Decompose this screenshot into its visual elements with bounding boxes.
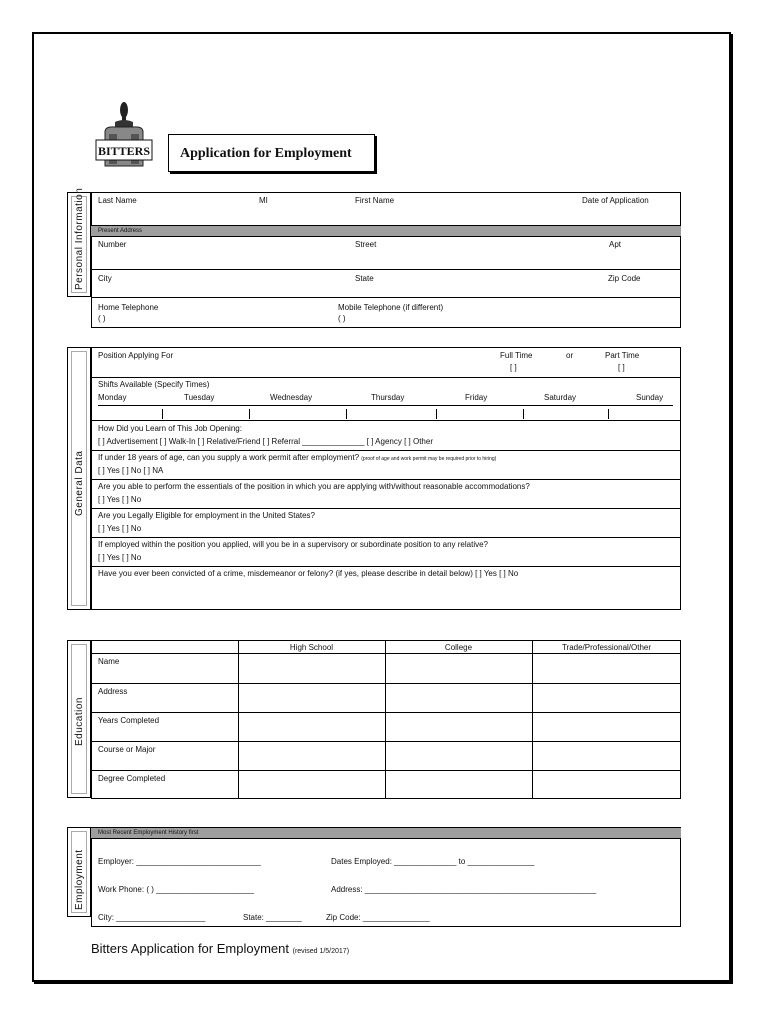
edu-col-3 [532,640,533,799]
general-side-label: General Data [74,450,85,516]
shift-tick-5 [523,409,524,419]
zip-label: Zip Code [608,274,641,283]
employer-state-field[interactable]: State: ________ [243,913,302,922]
personal-divider-2 [91,297,681,298]
under18-text: If under 18 years of age, can you supply a work permit after employment? [98,453,360,462]
personal-side-label: Personal Information [74,187,85,290]
full-time-label: Full Time [500,351,533,360]
footer [91,941,349,956]
general-side-tab [67,347,91,610]
last-name-label: Last Name [98,196,137,205]
title-box [168,134,375,172]
edu-row-years: Years Completed [98,716,160,725]
shift-tick-3 [346,409,347,419]
how-learn-label: How Did you Learn of This Job Opening: [98,424,242,433]
employment-side-tab [67,827,91,917]
personal-divider-1 [91,269,681,270]
education-side-label: Education [74,697,85,746]
day-friday: Friday [465,393,488,402]
day-monday: Monday [98,393,127,402]
edu-col-2 [385,640,386,799]
shift-tick-2 [249,409,250,419]
edu-header-line [91,653,681,654]
part-time-checkbox[interactable]: [ ] [618,363,625,372]
shift-tick-6 [608,409,609,419]
logo-text: BITTERS [97,144,151,158]
general-divider-2 [91,420,681,421]
job-source-options[interactable]: [ ] Advertisement [ ] Walk-In [ ] Relative/Friend [ ] Referral ______________ [ ] Agency [ ] Other [98,437,433,446]
relative-options[interactable]: [ ] Yes [ ] No [98,553,142,562]
shifts-underline [98,405,673,406]
footer-revised: (revised 1/5/2017) [292,948,350,955]
day-tuesday: Tuesday [184,393,215,402]
employer-zip-field[interactable]: Zip Code: _______________ [326,913,430,922]
essentials-options[interactable]: [ ] Yes [ ] No [98,495,142,504]
mobile-telephone-field[interactable]: ( ) [338,314,346,323]
edu-row-course: Course or Major [98,745,156,754]
edu-col-high-school: High School [289,643,334,652]
employer-address-field[interactable]: Address: ____________________________________________________ [331,885,597,894]
date-of-application-label: Date of Application [582,196,649,205]
under18-note: (proof of age and work permit may be required prior to hiring) [361,456,497,462]
present-address-bar [91,225,681,237]
shift-tick-1 [162,409,163,419]
edu-row-line-4 [91,770,681,771]
full-time-checkbox[interactable]: [ ] [510,363,517,372]
dates-employed-field[interactable]: Dates Employed: ______________ to _______________ [331,857,535,866]
general-divider-4 [91,479,681,480]
or-label: or [566,351,574,360]
employment-header: Most Recent Employment History first [98,830,199,836]
home-telephone-field[interactable]: ( ) [98,314,106,323]
personal-side-tab [67,187,91,297]
edu-row-name: Name [98,657,120,666]
edu-row-address: Address [98,687,128,696]
employment-side-label: Employment [74,849,85,910]
edu-col-1 [238,640,239,799]
day-saturday: Saturday [544,393,577,402]
shift-tick-4 [436,409,437,419]
general-divider-1 [91,377,681,378]
relative-question: If employed within the position you applied, will you be in a supervisory or subordinate position to any relative? [98,540,488,549]
city-label: City [98,274,112,283]
education-table [91,640,681,799]
footer-title: Bitters Application for Employment [91,941,289,956]
day-sunday: Sunday [636,393,664,402]
essentials-question: Are you able to perform the essentials of the position in which you are applying with/without reasonable accommodations? [98,482,530,491]
edu-col-college: College [444,643,473,652]
eligible-options[interactable]: [ ] Yes [ ] No [98,524,142,533]
work-phone-field[interactable]: Work Phone: ( ) ______________________ [98,885,254,894]
edu-row-line-1 [91,683,681,684]
education-side-tab [67,640,91,798]
general-divider-6 [91,537,681,538]
employer-field[interactable]: Employer: ____________________________ [98,857,261,866]
convicted-question[interactable]: Have you ever been convicted of a crime, misdemeanor or felony? (if yes, please describe in detail below) [ ] Yes [ ] No [98,569,519,578]
first-name-label: First Name [355,196,395,205]
page-title: Application for Employment [180,146,352,161]
under18-question [98,453,496,463]
day-wednesday: Wednesday [270,393,313,402]
street-label: Street [355,240,377,249]
edu-row-line-3 [91,741,681,742]
apt-label: Apt [609,240,622,249]
edu-row-line-2 [91,712,681,713]
part-time-label: Part Time [605,351,640,360]
present-address-label: Present Address [98,228,143,234]
general-divider-5 [91,508,681,509]
home-telephone-label: Home Telephone [98,303,159,312]
eligible-question: Are you Legally Eligible for employment in the United States? [98,511,316,520]
state-label: State [355,274,374,283]
position-label: Position Applying For [98,351,174,360]
edu-row-degree: Degree Completed [98,774,166,783]
general-divider-7 [91,566,681,567]
under18-options[interactable]: [ ] Yes [ ] No [ ] NA [98,466,164,475]
mobile-telephone-label: Mobile Telephone (if different) [338,303,444,312]
shifts-label: Shifts Available (Specify Times) [98,380,210,389]
number-label: Number [98,240,127,249]
day-thursday: Thursday [371,393,405,402]
mi-label: MI [259,196,268,205]
general-divider-3 [91,450,681,451]
edu-col-trade: Trade/Professional/Other [561,643,652,652]
employer-city-field[interactable]: City: ____________________ [98,913,206,922]
bitters-logo [93,96,155,168]
employment-section [91,827,681,927]
